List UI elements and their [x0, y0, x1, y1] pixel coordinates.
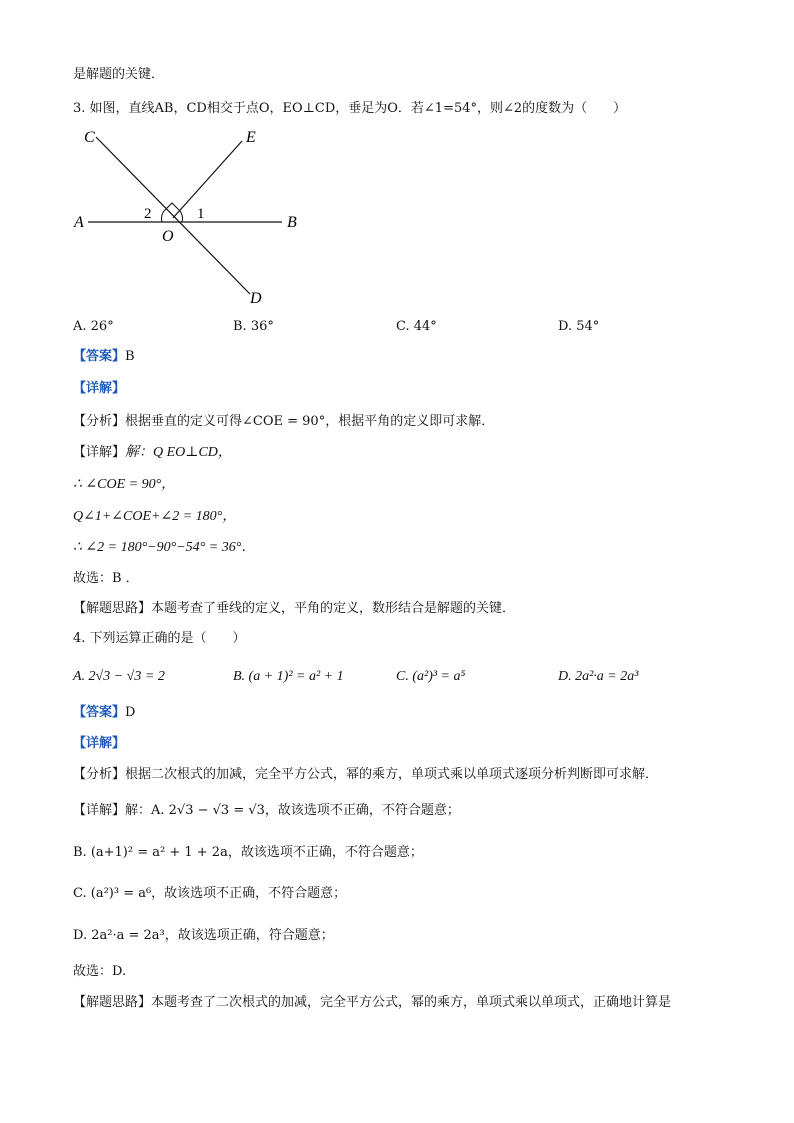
q3-choose: 故选：B ． — [73, 571, 139, 586]
label-d: D — [250, 290, 262, 307]
q4-answer-line — [73, 704, 135, 722]
detail2-tag: 【详解】 — [73, 803, 126, 818]
answer-value: D — [125, 705, 136, 720]
q3-option-a: A. 26° — [73, 319, 114, 334]
answer-tag: 【答案】 — [73, 705, 126, 720]
analysis-text: 根据垂直的定义可得∠COE = 90°，根据平角的定义即可求解． — [125, 414, 495, 429]
q4-idea — [73, 994, 671, 1012]
analysis-tag: 【分析】 — [73, 414, 126, 429]
line-cd — [96, 137, 250, 294]
label-1: 1 — [197, 206, 205, 222]
q3-figure — [70, 122, 310, 310]
intro-line: 是解题的关键． — [73, 67, 165, 82]
detail-tag: 【详解】 — [73, 381, 126, 396]
detail-a-text: 解：A. 2√3 − √3 = √3，故该选项不正确，不符合题意； — [125, 803, 460, 818]
q3-step-1: ∴ ∠COE = 90°， — [73, 477, 176, 492]
label-c: C — [84, 129, 95, 146]
idea-tag: 【解题思路】 — [73, 601, 152, 616]
angle-1-arc — [179, 210, 183, 222]
detail2-text: 解：Q EO⊥CD， — [125, 445, 232, 460]
q4-detail-tag — [73, 735, 125, 753]
q4-detail-d: D. 2a²·a = 2a³，故该选项正确，符合题意； — [73, 928, 334, 943]
q4-option-b: B. (a + 1)² = a² + 1 — [233, 669, 344, 684]
idea-text: 本题考查了垂线的定义，平角的定义，数形结合是解题的关键． — [151, 601, 516, 616]
q3-detail-tag — [73, 380, 125, 398]
q3-detail-line — [73, 444, 232, 462]
label-a: A — [74, 214, 84, 231]
idea-tag: 【解题思路】 — [73, 995, 152, 1010]
idea-text: 本题考查了二次根式的加减，完全平方公式，幂的乘方，单项式乘以单项式，正确地计算是 — [151, 995, 672, 1010]
analysis-tag: 【分析】 — [73, 767, 126, 782]
ray-oe — [173, 141, 242, 218]
q3-stem: 3. 如图，直线AB，CD相交于点O，EO⊥CD，垂足为O．若∠1=54°，则∠2的度数为（ ） — [73, 101, 627, 116]
q4-option-a: A. 2√3 − √3 = 2 — [73, 669, 165, 684]
q4-detail-c: C. (a²)³ = a⁶，故该选项不正确，不符合题意； — [73, 886, 347, 901]
q4-option-c: C. (a²)³ = a⁵ — [396, 669, 466, 684]
q4-stem: 4. 下列运算正确的是（ ） — [73, 631, 246, 646]
q3-step-3: ∴ ∠2 = 180°−90°−54° = 36°． — [73, 540, 256, 555]
detail2-tag: 【详解】 — [73, 445, 126, 460]
q3-option-d: D. 54° — [558, 319, 600, 334]
q3-option-c: C. 44° — [396, 319, 437, 334]
q4-detail-a — [73, 802, 460, 820]
q4-choose: 故选：D. — [73, 964, 127, 979]
q3-analysis — [73, 413, 494, 431]
label-2: 2 — [144, 206, 152, 222]
q4-analysis — [73, 766, 658, 784]
label-e: E — [246, 129, 256, 146]
q4-option-d: D. 2a²·a = 2a³ — [558, 669, 639, 684]
label-b: B — [287, 214, 297, 231]
angle-2-arc — [161, 210, 165, 222]
q3-option-b: B. 36° — [233, 319, 274, 334]
detail-tag: 【详解】 — [73, 736, 126, 751]
analysis-text: 根据二次根式的加减，完全平方公式，幂的乘方，单项式乘以单项式逐项分析判断即可求解． — [125, 767, 659, 782]
label-o: O — [162, 228, 174, 245]
q3-answer-line — [73, 348, 135, 366]
q3-idea — [73, 600, 515, 618]
q3-step-2: Q∠1+∠COE+∠2 = 180°， — [73, 509, 237, 524]
q4-detail-b: B. (a+1)² = a² + 1 + 2a，故该选项不正确，不符合题意； — [73, 845, 423, 860]
answer-value: B — [125, 349, 135, 364]
answer-tag: 【答案】 — [73, 349, 126, 364]
